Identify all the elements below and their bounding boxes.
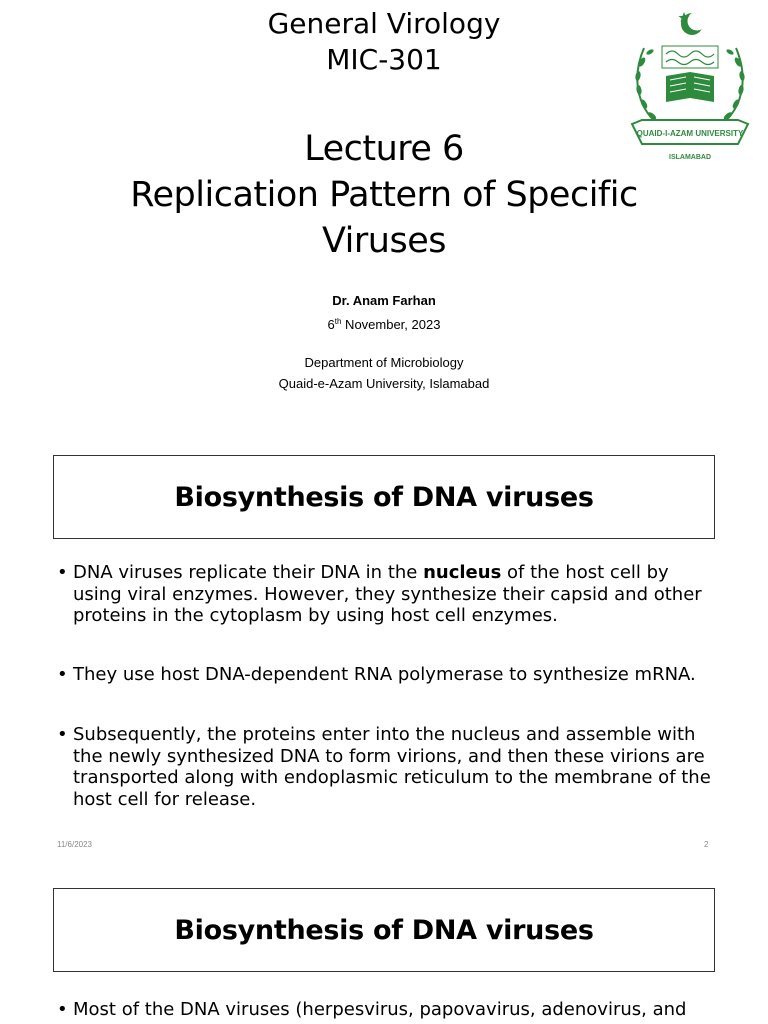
lecture-title: Replication Pattern of Specific Viruses (130, 175, 638, 261)
slide3-header (53, 888, 715, 972)
university-logo (628, 6, 752, 166)
course-title: General Virology (267, 7, 501, 40)
logo-ribbon-text: QUAID-I-AZAM UNIVERSITY (636, 129, 744, 138)
lecture-date: 6th November, 2023 (327, 317, 441, 332)
department: Department of Microbiology (304, 355, 464, 370)
title-slide (0, 0, 768, 440)
slide3-header-text: Biosynthesis of DNA viruses (174, 914, 594, 946)
slide2-header-text: Biosynthesis of DNA viruses (174, 481, 594, 513)
university: Quaid-e-Azam University, Islamabad (278, 376, 490, 391)
emphasis-nucleus: nucleus (423, 562, 502, 583)
slide2-page-number: 2 (704, 840, 709, 849)
slide3-bullet-1: • Most of the DNA viruses (herpesvirus, papovavirus, adenovirus, and (57, 999, 717, 1021)
course-code: MIC-301 (326, 43, 442, 76)
slide2-bullet-2: • They use host DNA-dependent RNA polymerase to synthesize mRNA. (57, 664, 717, 686)
author-name: Dr. Anam Farhan (332, 293, 436, 308)
slide2-bullet-3: • Subsequently, the proteins enter into the nucleus and assemble with the newly synthesized DNA to form virions, and then these virions are transported along with endoplasmic reticulum to the membrane of the host cell for release. (57, 724, 717, 810)
slide2-bullet-1: • DNA viruses replicate their DNA in the nucleus of the host cell by using viral enzymes. However, they synthesize their capsid and other proteins in the cytoplasm by using host cell enzymes. (57, 562, 717, 627)
slide2-footer-date: 11/6/2023 (57, 840, 92, 849)
slide2-header (53, 455, 715, 539)
lecture-number: Lecture 6 (304, 129, 464, 169)
logo-city-text: ISLAMABAD (669, 154, 711, 161)
